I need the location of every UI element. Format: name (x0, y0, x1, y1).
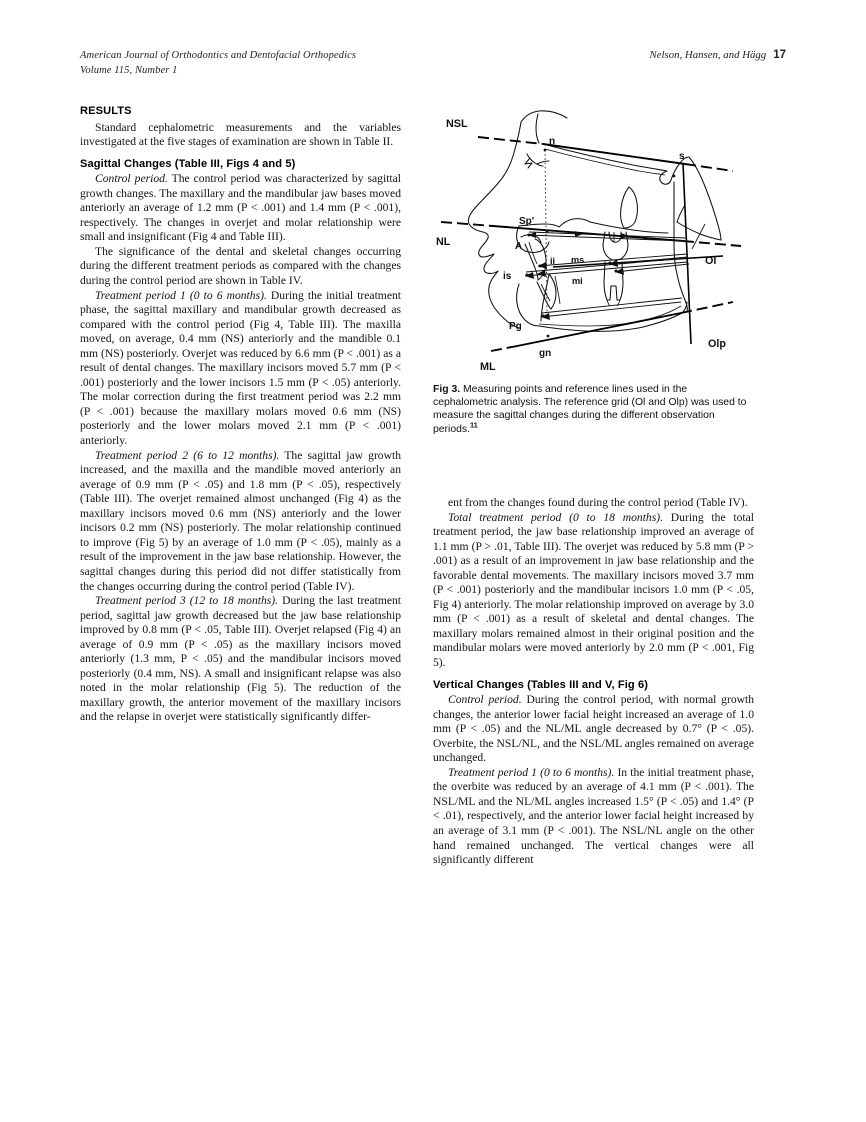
label-olp: Olp (708, 338, 726, 350)
label-sp: Sp' (519, 216, 535, 227)
figure-caption (433, 383, 754, 436)
running-head-left (80, 49, 356, 78)
label-gn: gn (539, 348, 552, 359)
authors-name: Nelson, Hansen, and Hägg (649, 49, 767, 61)
paragraph-significance (80, 245, 401, 289)
paragraph-vertical-treatment-1 (433, 766, 754, 868)
label-s: s (679, 151, 685, 162)
left-column (80, 104, 401, 725)
label-nl: NL (436, 236, 451, 248)
paragraph-total-treatment (433, 511, 754, 671)
label-n: n (549, 136, 556, 147)
body-treatment-3: During the last treatment period, sagittal jaw growth decreased but the jaw base relationship improved by 0.8 mm (P < .05, Table III). Overjet relapsed (Fig 4) an average of 0.9 mm (P < .05) as the maxillary incisors moved anteriorly (1.3 mm, P < .05) and the mandibular incisors moved posteriorly (0.4 mm, NS). A small and insignificant relapse was also noted in the molar relationship (Fig 5). The reduction of the maxillary growth, the anterior movement of the maxillary incisors and the relapse in overjet were statistically significantly differ- (80, 594, 401, 724)
figure-3 (433, 104, 754, 436)
figure-label: Fig 3. (433, 384, 461, 395)
body-total-treatment: During the total treatment period, the jaw base relationship improved an average of 1.1 mm (P > .01, Table III). The overjet was reduced by 5.8 mm (P > .001) as a result of an improvement in jaw base relationship and the favorable dental movements. The maxillary incisors moved 3.7 mm (P < .001) posteriorly and the mandibular incisors 1.0 mm (P < .05, Fig 4) anteriorly. The molar relationship improved on average by 3.0 mm (P < .001) as a result of skeletal and dental changes. The maxillary molars remained almost in their original position and the mandibular molars were moved anteriorly by 2.0 mm (P < .001, Fig 5). (433, 510, 755, 670)
right-column (433, 496, 754, 868)
body-control-period: The control period was characterized by sagittal growth changes. The maxillary and the mandibular jaw bases moved anteriorly an average of 1.2 mm (P < .001) and 1.4 mm (P < .001), respectively. The changes in overjet and molar relationship were small and insignificant (Fig 4 and Table III). (80, 172, 402, 244)
label-is: is (503, 271, 512, 282)
runin-total-treatment: Total treatment period (0 to 18 months). (448, 510, 663, 524)
paragraph-treatment-1 (80, 289, 401, 449)
label-mi: mi (572, 276, 583, 286)
paragraph-vertical-control (433, 693, 754, 766)
figure-reference-superscript: 11 (469, 420, 478, 430)
results-heading: RESULTS (80, 105, 132, 117)
body-significance: The significance of the dental and skeletal changes occurring during the different treatment periods as compared with the changes during the control period are shown in Table IV. (80, 244, 401, 288)
intro-paragraph: Standard cephalometric measurements and the variables investigated at the five stages of examination are shown in Table II. (80, 120, 401, 149)
body-vertical-control: During the control period, with normal growth changes, the anterior lower facial height increased an average of 1.0 mm (P < .05) and the NL/ML angle decreased by 0.7° (P < .05). Overbite, the NSL/NL, and the NSL/ML angles remained on average unchanged. (433, 693, 755, 765)
body-treatment-2: The sagittal jaw growth increased, and the maxilla and the mandible moved anteriorly an average of 0.9 mm (P < .05) and 1.8 mm (P < .05), respectively (Table III). The overjet remained almost unchanged (Fig 4) as the maxillary incisors moved 0.6 mm (NS) anteriorly and the lower incisors 0.2 mm (NS) posteriorly. The molar relationship continued to improve (Fig 5) by an average of 1.0 mm (P < .05), mainly as a result of the improvement in the jaw base relationship. However, the sagittal changes during this period did not differ statistically from the changes occurring during the control period (Table IV). (80, 448, 401, 593)
figure-caption-text: Measuring points and reference lines used in the cephalometric analysis. The reference grid (Ol and Olp) was used to measure the sagittal changes during the different observation periods. (433, 384, 747, 435)
volume-line: Volume 115, Number 1 (80, 64, 178, 76)
cephalometric-tracing (433, 104, 754, 376)
body-ent-from: ent from the changes found during the control period (Table IV). (448, 496, 748, 509)
paragraph-treatment-2 (80, 449, 401, 594)
paragraph-control-period (80, 172, 401, 245)
runin-treatment-3: Treatment period 3 (12 to 18 months). (95, 594, 279, 608)
page-number: 17 (773, 49, 786, 61)
label-ml: ML (480, 361, 496, 373)
body-treatment-1: During the initial treatment phase, the sagittal maxillary and mandibular growth decreased as compared with the control period (Fig 4, Table III). The maxilla moved, on average, 0.4 mm (NS) anteriorly and the mandible 0.1 mm (NS) posteriorly. Overjet was reduced by 6.6 mm (P < .001) as a result of dental changes. The maxillary incisors moved 5.7 mm (P < .001) posteriorly and the lower incisors 1.5 mm (P < .05) anteriorly. The molar correction during the first treatment period was 2.2 mm (P < .001) because the maxillary molars moved 0.6 mm (NS) posteriorly and the lower molars moved 2.1 mm (P < .001) anteriorly. (80, 288, 401, 448)
body-vertical-treatment-1: In the initial treatment phase, the overbite was reduced by an average of 4.1 mm (P < .001). The NSL/ML and the NL/ML angles increased 1.5° (P < .05) and 1.4° (P < .01), respectively, and the anterior lower facial height increased by an average of 3.1 mm (P < .001). The NSL/NL angle on the other hand remained unchanged. The vertical changes were all significantly different (433, 765, 754, 867)
paragraph-treatment-3 (80, 594, 401, 725)
sagittal-changes-heading: Sagittal Changes (Table III, Figs 4 and 5) (80, 157, 296, 170)
label-a: A (515, 241, 523, 252)
paragraph-ent-from (433, 496, 754, 511)
runin-vertical-control: Control period. (448, 693, 522, 707)
journal-name: American Journal of Orthodontics and Dentofacial Orthopedics (80, 50, 357, 61)
runin-control-period: Control period. (95, 172, 168, 186)
runin-treatment-1: Treatment period 1 (0 to 6 months). (95, 288, 267, 302)
label-ms: ms (571, 255, 585, 265)
runin-vertical-treatment-1: Treatment period 1 (0 to 6 months). (448, 765, 615, 779)
label-pg: Pg (509, 321, 522, 332)
label-nsl: NSL (446, 118, 468, 130)
running-head-right (650, 49, 786, 61)
runin-treatment-2: Treatment period 2 (6 to 12 months). (95, 448, 280, 462)
running-head (80, 49, 786, 85)
vertical-changes-heading: Vertical Changes (Tables III and V, Fig 6) (433, 678, 649, 691)
label-ii: ii (550, 256, 556, 266)
label-ol: Ol (705, 255, 717, 267)
